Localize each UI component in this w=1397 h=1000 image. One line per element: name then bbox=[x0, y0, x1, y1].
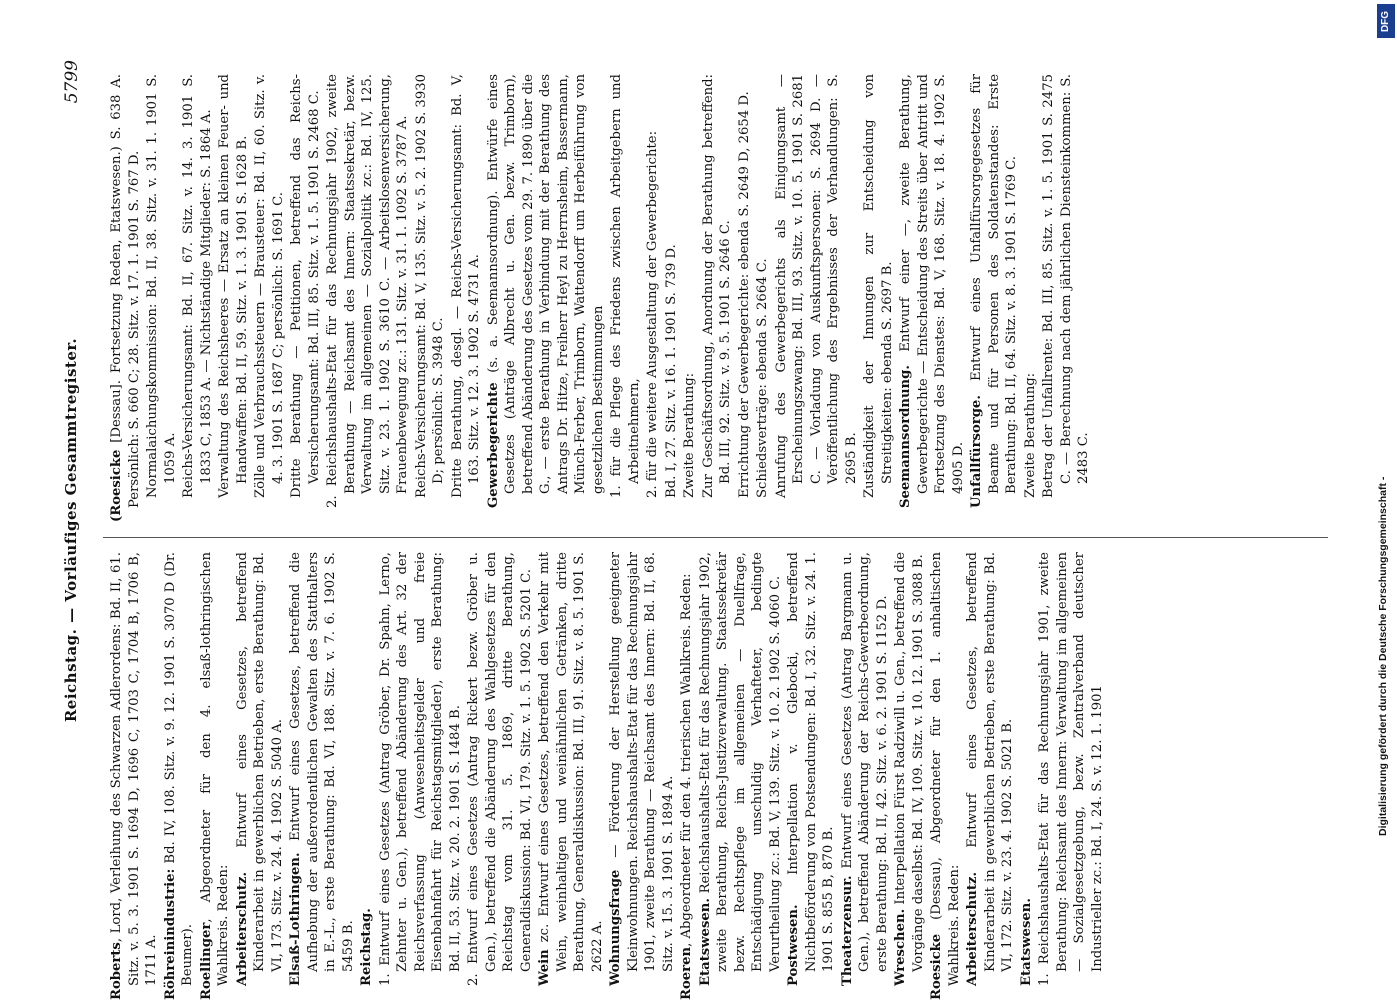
entry-text: Reichs-Versicherungsamt: Bd. II, 67. Sitz. v. 14. 3. 1901 S. 1833 C, 1853 A. — Nichtständige Mitglieder: S. 1864 A. bbox=[181, 74, 214, 498]
entry-text: Entwurf eines Gesetzes, betreffend Kinderarbeit in gewerblichen Betrieben, erste Berathung: Bd. VI, 173. Sitz. v. 24. 4. 1902 S. 5040 A. bbox=[234, 552, 285, 972]
register-entry bbox=[162, 552, 197, 1000]
register-entry bbox=[1040, 74, 1093, 522]
entry-heading: Roberts bbox=[109, 942, 124, 1000]
entry-text: Zuständigkeit der Innungen zur Entscheidung von Streitigkeiten: ebenda S. 2697 B. bbox=[862, 74, 895, 498]
entry-text: Reichshaushalts-Etat für das Rechnungsjahr 1902, zweite Berathung, Reichs-Justizverwaltung. Staatssekretär bezw. Rechtspflege im allgemeinen — Duellfrage, Entschädigung unschuldig Verhafteter, bedingte Verurtheilung zc.: Bd. V, 139. Sitz. v. 10. 2. 1902 S. 4060 C. bbox=[697, 552, 783, 972]
entry-text: 2. für die weitere Ausgestaltung der Gewerbegerichte: bbox=[645, 130, 660, 498]
register-entry bbox=[736, 74, 754, 522]
register-entry bbox=[700, 74, 735, 522]
register-entry bbox=[1022, 74, 1040, 522]
entry-text: , Abgeordneter für den 4. trierischen Wahlkreis. Reden: bbox=[679, 573, 694, 947]
register-entry bbox=[607, 552, 677, 1000]
entry-text: Bd. IV, 108. Sitz. v. 9. 12. 1901 S. 3070 D (Dr. Beumer). bbox=[162, 552, 195, 986]
entry-heading: Roeren bbox=[679, 946, 694, 1000]
register-entry bbox=[287, 552, 357, 1000]
entry-text: Zweite Berathung: bbox=[1022, 372, 1038, 498]
register-entry bbox=[288, 74, 323, 522]
entry-text: — Förderung der Herstellung geeigneter Kleinwohnungen. Reichshaushalts-Etat für das Rechnungsjahr 1901, zweite Berathung — Reichsamt des Innern: Bd. II, 68. Sitz. v. 15. 3. 1901 S. 1894 A. bbox=[608, 552, 676, 972]
entry-heading: Röhreinindustrie: bbox=[162, 868, 178, 1000]
entry-heading: Wohnungsfrage bbox=[608, 869, 623, 986]
register-entry bbox=[678, 552, 696, 1000]
register-entry bbox=[108, 552, 161, 1000]
entry-text: Dritte Berathung — Petitionen, betreffend das Reichs-Versicherungsamt: Bd. III, 85. Sitz. v. 1. 5. 1901 S. 2468 C. bbox=[289, 74, 322, 498]
entry-heading: Elsaß-Lothringen. bbox=[288, 852, 303, 986]
entry-heading: Seemannsordnung. bbox=[898, 365, 913, 508]
entry-text: Errichtung der Gewerbegerichte: ebenda S. 2649 D, 2654 D. bbox=[736, 91, 752, 498]
entry-heading: Etatswesen. bbox=[1018, 898, 1034, 986]
register-entry bbox=[644, 74, 662, 522]
entry-text: Verwaltung des Reichsheeres — Ersatz an kleinen Feuer- und Handwaffen: Bd. II, 59. Sitz. v. 1. 3. 1901 S. 1628 B. bbox=[217, 74, 250, 498]
right-column bbox=[108, 74, 1328, 522]
entry-text: Entwurf eines Gesetzes (Antrag Bargmann u. Gen.), betreffend Abänderung der Reichs-Gewerbeordnung, erste Berathung: Bd. II, 42. Sitz. v. 6. 2. 1901 S. 1152 D. bbox=[839, 552, 890, 972]
entry-text: [Dessau]. Fortsetzung Reden, Etatswesen.) S. 638 A. Persönlich: S. 660 C; 28. Sitz. v. 17. 1. 1901 S. 767 D. bbox=[109, 74, 142, 508]
entry-heading: Arbeiterschutz. bbox=[965, 871, 980, 986]
register-entry bbox=[608, 74, 643, 522]
register-entry bbox=[485, 74, 608, 522]
register-entry bbox=[928, 552, 963, 1000]
register-entry bbox=[754, 74, 772, 522]
entry-text: 1. für die Pflege des Friedens zwischen Arbeitgebern und Arbeitnehmern, bbox=[609, 74, 642, 498]
entry-text: Interpellation Fürst Radziwill u. Gen., betreffend die Vorgänge daselbst: Bd. IV, 109. Sitz. v. 10. 12. 1901 S. 3088 B. bbox=[893, 552, 926, 972]
entry-heading: Gewerbegerichte bbox=[485, 382, 501, 508]
register-entry bbox=[358, 552, 376, 1000]
entry-text: Dritte Berathung, desgl. — Reichs-Versicherungsamt: Bd. V, 163. Sitz. v. 12. 3. 1902 S. 4731 A. bbox=[449, 74, 482, 498]
register-entry bbox=[861, 74, 896, 522]
entry-text: Betrag der Unfallrente: Bd. III, 85. Sitz. v. 1. 5. 1901 S. 2475 C. — Berechnung nach dem jährlichen Diensteinkommen: S. 2483 C. bbox=[1041, 74, 1091, 498]
register-entry bbox=[964, 552, 1017, 1000]
register-entry bbox=[1018, 552, 1036, 1000]
entry-text: Entwurf eines Unfallfürsorgegesetzes für Beamte und für Personen des Soldatenstandes: Erste Berathung: Bd. II, 64. Sitz. v. 8. 3. 1901 S. 1769 C. bbox=[969, 74, 1019, 494]
entry-heading: Wreschen. bbox=[893, 908, 908, 986]
register-entry bbox=[773, 74, 861, 522]
register-entry bbox=[449, 74, 484, 522]
entry-text: Bd. I, 27. Sitz. v. 16. 1. 1901 S. 739 D. bbox=[663, 244, 679, 498]
page-title: Reichstag. — Vorläufiges Gesammtregister. bbox=[62, 337, 80, 723]
register-entry bbox=[252, 74, 287, 522]
entry-heading: Postwesen. bbox=[786, 904, 801, 986]
register-entry bbox=[536, 552, 606, 1000]
column-divider bbox=[103, 537, 1328, 538]
entry-text: Zur Geschäftsordnung, Anordnung der Berathung betreffend: Bd. III, 92. Sitz. v. 9. 5. 1901 S. 2646 C. bbox=[700, 74, 733, 498]
entry-heading: Roellinger bbox=[198, 922, 214, 1000]
dfg-logo: DFG bbox=[1377, 4, 1395, 38]
entry-text: , Abgeordneter für den 4. elsaß-lothringischen Wahlkreis. Reden: bbox=[198, 552, 231, 986]
entry-text: Interpellation v. Glebocki, betreffend Nichtbeförderung von Postsendungen: Bd. I, 32. Sitz. v. 24. 1. 1901 S. 855 B, 870 B. bbox=[786, 552, 836, 972]
register-entry bbox=[324, 74, 412, 522]
entry-text: (s. a. Seemannsordnung). Entwürfe eines Gesetzes (Anträge Albrecht u. Gen. bezw. Trimborn), betreffend Abänderung des Gesetzes vom 29. 7. 1890 über die G., — erste Berathung in Verbindung mit der Berathung des Antrags Dr. Hitze, Freiherr Heyl zu Herrnsheim, Bassermann, Münch-Ferber, Trimborn, Wattendorff um Herbeiführung von gesetzlichen Bestimmungen bbox=[485, 74, 606, 494]
register-entry bbox=[785, 552, 838, 1000]
entry-heading: Theaterzensur. bbox=[839, 875, 855, 986]
register-entry bbox=[234, 552, 287, 1000]
register-entry bbox=[892, 552, 927, 1000]
side-note bbox=[1375, 0, 1395, 1000]
register-entry bbox=[108, 74, 143, 522]
entry-text: Zweite Berathung: bbox=[682, 372, 697, 498]
entry-heading: Wein bbox=[537, 949, 552, 986]
entry-heading: Arbeiterschutz. bbox=[234, 871, 250, 986]
rotated-page bbox=[48, 0, 1348, 1000]
entry-heading: (Roesicke bbox=[109, 449, 124, 522]
register-entry bbox=[377, 552, 465, 1000]
register-entry bbox=[180, 74, 215, 522]
entry-heading: Unfallfürsorge. bbox=[969, 395, 984, 508]
register-entry bbox=[839, 552, 892, 1000]
register-entry bbox=[897, 74, 967, 522]
entry-text: 2. Reichshaushalts-Etat für das Rechnungsjahr 1902, zweite Berathung — Reichsamt des Innern: Staatssekretär, bezw. Verwaltung im allgemeinen — Sozialpolitik zc.: Bd. IV, 125. Sitz. v. 23. 1. 1902 S. 3610 C. — Arbeitslosenversicherung, Frauenbewegung zc.: 131. Sitz. v. 31. 1. 1092 S. 3787 A. bbox=[325, 74, 410, 508]
entry-text: Schiedsverträge: ebenda S. 2664 C. bbox=[755, 258, 770, 498]
entry-text: 2. Entwurf eines Gesetzes (Antrag Rickert bezw. Gröber u. Gen.), betreffend die Abänderung des Wahlgesetzes für den Reichstag vom 31. 5. 1869, dritte Berathung, Generaldiskussion: Bd. VI, 179. Sitz. v. 1. 5. 1902 S. 5201 C. bbox=[466, 552, 534, 986]
entry-text: 1. Reichshaushalts-Etat für das Rechnungsjahr 1901, zweite Berathung: Reichsamt des Innern: Verwaltung im allgemeinen — Sozialgesetzgebung, bezw. Zentralverband deutscher Industrieller zc.: Bd. I, 24. S. v. 12. 1. 1901 bbox=[1037, 552, 1105, 986]
left-column bbox=[108, 552, 1328, 1000]
entry-heading: Reichstag. bbox=[359, 908, 374, 986]
entry-text: Entwurf eines Gesetzes, betreffend Kinderarbeit in gewerblichen Betrieben, erste Berathung: Bd. VI, 172. Sitz. v. 23. 4. 1902 S. 5021 B. bbox=[965, 552, 1015, 972]
entry-heading: Etatswesen. bbox=[697, 898, 713, 986]
register-entry bbox=[968, 74, 1021, 522]
register-entry bbox=[697, 552, 785, 1000]
entry-text: Normalaichungskommission: Bd. II, 38. Sitz. v. 31. 1. 1901 S. 1059 A. bbox=[145, 74, 178, 498]
entry-text: Anrufung des Gewerbegerichts als Einigungsamt — Erscheinungszwang: Bd. III, 93. Sitz. v. 10. 5. 1901 S. 2681 C. — Vorladung von Auskunftspersonen: S. 2694 D. — Veröffentlichung des Ergebnisses der Verhandlungen: S. 2695 B. bbox=[773, 74, 859, 498]
entry-text: , Lord, Verleihung des Schwarzen Adlerordens: Bd. II, 61. Sitz. v. 5. 3. 1901 S. 1694 D, 1696 C, 1703 C, 1704 B, 1706 B, 1711 A. bbox=[109, 552, 159, 986]
register-entry bbox=[465, 552, 535, 1000]
entry-text: Entwurf einer —, zweite Berathung, Gewerbegerichte — Entscheidung des Streits über Antritt und Fortsetzung des Dienstes: Bd. V, 168. Sitz. v. 18. 4. 1902 S. 4905 D. bbox=[898, 74, 966, 494]
entry-text: Zölle und Verbrauchssteuern — Brausteuer: Bd. II, 60. Sitz. v. 4. 3. 1901 S. 1687 C; persönlich: S. 1691 C. bbox=[253, 74, 286, 498]
entry-text: Reichs-Versicherungsamt: Bd. V, 135. Sitz. v. 5. 2. 1902 S. 3930 D; persönlich: S. 3948 C. bbox=[413, 74, 446, 498]
entry-text: Entwurf eines Gesetzes, betreffend die Aufhebung der außerordentlichen Gewalten des Statthalters in E.-L., erste Berathung: Bd. VI, 188. Sitz. v. 7. 6. 1902 S. 5459 B. bbox=[288, 552, 356, 972]
entry-text: zc. Entwurf eines Gesetzes, betreffend den Verkehr mit Wein, weinhaltigen und weinähnlichen Getränken, dritte Berathung, Generaldiskussion: Bd. III, 91. Sitz. v. 8. 5. 1901 S. 2622 A. bbox=[537, 552, 605, 972]
register-entry bbox=[413, 74, 448, 522]
entry-text: (Dessau), Abgeordneter für den 1. anhaltischen Wahlkreis. Reden: bbox=[929, 552, 962, 986]
register-entry bbox=[681, 74, 699, 522]
entry-heading: Roesicke bbox=[929, 933, 944, 1000]
funding-note: Digitalisierung gefördert durch die Deutsche Forschungsgemeinschaft - bbox=[1377, 476, 1389, 836]
register-entry bbox=[198, 552, 233, 1000]
entry-text: 1. Entwurf eines Gesetzes (Antrag Gröber, Dr. Spahn, Lerno, Zehnter u. Gen.), betreffend Abänderung des Art. 32 der Reichsverfassung (Anwesenheitsgelder und freie Eisenbahnfahrt für Reichstagsmitglieder), erste Berathung: Bd. II, 53. Sitz. v. 20. 2. 1901 S. 1484 B. bbox=[377, 552, 463, 986]
register-entry bbox=[663, 74, 681, 522]
page-number: 5799 bbox=[62, 60, 82, 104]
register-entry bbox=[1036, 552, 1106, 1000]
running-head bbox=[62, 60, 88, 1000]
register-entry bbox=[144, 74, 179, 522]
register-entry bbox=[216, 74, 251, 522]
